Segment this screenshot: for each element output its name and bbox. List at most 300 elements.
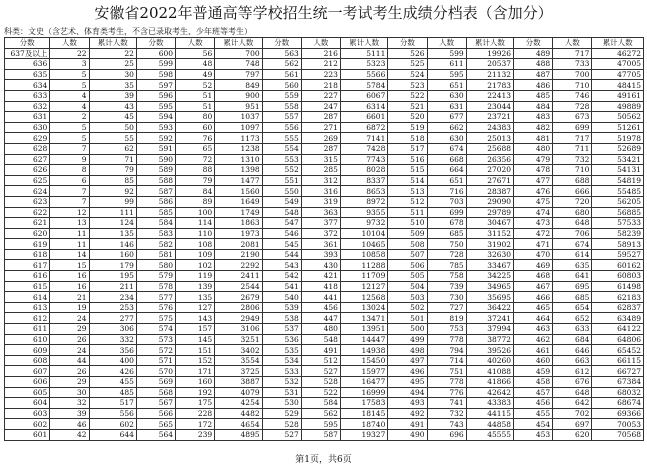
table-cell: 68032	[592, 387, 644, 398]
table-cell: 421	[301, 271, 340, 282]
table-cell: 481	[514, 133, 553, 144]
table-cell: 3554	[215, 355, 262, 366]
table-cell: 603	[5, 408, 50, 419]
table-cell: 29	[50, 377, 89, 388]
table-cell: 223	[301, 69, 340, 80]
table-cell: 1749	[215, 207, 262, 218]
table-cell: 626	[5, 165, 50, 176]
table-row	[5, 408, 644, 419]
table-cell: 8653	[340, 186, 387, 197]
table-cell: 595	[136, 101, 175, 112]
table-cell: 10858	[340, 249, 387, 260]
table-cell: 728	[427, 249, 466, 260]
table-cell: 625	[5, 175, 50, 186]
table-cell: 600	[136, 48, 175, 59]
table-cell: 462	[514, 334, 553, 345]
table-cell: 515	[388, 165, 427, 176]
table-cell: 535	[262, 345, 301, 356]
table-cell: 9	[50, 154, 89, 165]
table-cell: 577	[136, 292, 175, 303]
table-cell: 13024	[340, 302, 387, 313]
table-row	[5, 429, 644, 440]
table-cell: 212	[301, 59, 340, 70]
table-cell: 124	[89, 218, 136, 229]
table-cell: 21	[50, 292, 89, 303]
table-cell: 70053	[592, 419, 644, 430]
table-cell: 227	[301, 90, 340, 101]
table-cell: 541	[262, 281, 301, 292]
table-cell: 85	[89, 175, 136, 186]
page-footer: 第1页，共6页	[295, 455, 352, 465]
table-cell: 465	[514, 302, 553, 313]
table-cell: 654	[553, 302, 592, 313]
table-cell: 5784	[340, 80, 387, 91]
table-cell: 629	[5, 133, 50, 144]
table-cell: 512	[301, 355, 340, 366]
table-cell: 30	[89, 69, 136, 80]
table-cell: 7	[50, 143, 89, 154]
table-cell: 569	[136, 377, 175, 388]
table-cell: 732	[427, 408, 466, 419]
table-cell: 584	[301, 398, 340, 409]
table-cell: 400	[89, 355, 136, 366]
table-cell: 44115	[466, 408, 513, 419]
table-cell: 743	[427, 419, 466, 430]
table-cell: 561	[262, 69, 301, 80]
table-cell: 3887	[215, 377, 262, 388]
table-cell: 592	[136, 133, 175, 144]
table-cell: 145	[176, 334, 215, 345]
table-cell: 609	[5, 345, 50, 356]
table-cell: 372	[301, 228, 340, 239]
table-cell: 615	[5, 281, 50, 292]
table-cell: 51261	[592, 122, 644, 133]
table-cell: 633	[5, 90, 50, 101]
table-cell: 5	[50, 122, 89, 133]
table-row	[5, 186, 644, 197]
table-cell: 108	[176, 239, 215, 250]
table-cell: 59527	[592, 249, 644, 260]
table-cell: 15	[50, 260, 89, 271]
table-cell: 2081	[215, 239, 262, 250]
table-cell: 685	[427, 228, 466, 239]
table-cell: 143	[176, 313, 215, 324]
table-cell: 563	[262, 48, 301, 59]
table-row	[5, 175, 644, 186]
page-title: 安徽省2022年普通高等学校招生统一考试考生成绩分档表（含加分）	[94, 4, 553, 22]
table-cell: 66727	[592, 366, 644, 377]
table-cell: 49161	[592, 90, 644, 101]
table-cell: 528	[301, 377, 340, 388]
table-cell: 717	[553, 133, 592, 144]
table-cell: 589	[136, 165, 175, 176]
table-row	[5, 101, 644, 112]
table-cell: 30467	[466, 218, 513, 229]
table-cell: 15977	[340, 366, 387, 377]
table-cell: 152	[176, 355, 215, 366]
table-cell: 48	[176, 59, 215, 70]
table-row	[5, 48, 644, 59]
table-cell: 491	[301, 345, 340, 356]
table-cell: 7141	[340, 133, 387, 144]
table-cell: 748	[215, 59, 262, 70]
table-cell: 27671	[466, 175, 513, 186]
table-cell: 628	[5, 143, 50, 154]
table-cell: 8337	[340, 175, 387, 186]
table-cell: 479	[514, 154, 553, 165]
table-row	[5, 90, 644, 101]
table-row	[5, 218, 644, 229]
table-cell: 47705	[592, 69, 644, 80]
table-cell: 46	[50, 419, 89, 430]
table-cell: 951	[215, 101, 262, 112]
table-cell: 750	[427, 239, 466, 250]
table-cell: 552	[262, 165, 301, 176]
table-cell: 53421	[592, 154, 644, 165]
table-cell: 571	[136, 355, 175, 366]
table-row	[5, 228, 644, 239]
table-cell: 529	[262, 408, 301, 419]
table-cell: 22	[89, 48, 136, 59]
table-cell: 728	[553, 101, 592, 112]
table-cell: 483	[514, 112, 553, 123]
table-cell: 674	[427, 143, 466, 154]
table-cell: 70568	[592, 429, 644, 440]
table-cell: 44	[50, 355, 89, 366]
table-cell: 489	[514, 48, 553, 59]
table-cell: 532	[262, 377, 301, 388]
table-cell: 555	[262, 133, 301, 144]
table-cell: 551	[262, 175, 301, 186]
table-cell: 4254	[215, 398, 262, 409]
table-cell: 455	[89, 377, 136, 388]
table-cell: 588	[136, 175, 175, 186]
table-cell: 488	[514, 59, 553, 70]
table-cell: 556	[89, 408, 136, 419]
table-cell: 51978	[592, 133, 644, 144]
table-row	[5, 292, 644, 303]
table-cell: 84	[176, 186, 215, 197]
table-cell: 67384	[592, 377, 644, 388]
table-cell: 10465	[340, 239, 387, 250]
table-cell: 695	[553, 281, 592, 292]
table-row	[5, 302, 644, 313]
table-cell: 363	[301, 207, 340, 218]
table-cell: 608	[5, 355, 50, 366]
table-cell: 612	[5, 313, 50, 324]
table-cell: 34965	[466, 281, 513, 292]
table-cell: 495	[388, 377, 427, 388]
table-cell: 524	[388, 69, 427, 80]
table-cell: 2949	[215, 313, 262, 324]
table-cell: 114	[176, 218, 215, 229]
score-table	[4, 37, 644, 441]
table-cell: 14447	[340, 334, 387, 345]
table-row	[5, 398, 644, 409]
table-row	[5, 133, 644, 144]
table-cell: 699	[427, 207, 466, 218]
table-cell: 474	[514, 207, 553, 218]
table-cell: 316	[301, 186, 340, 197]
table-cell: 1037	[215, 112, 262, 123]
table-cell: 23044	[466, 101, 513, 112]
table-cell: 696	[427, 429, 466, 440]
table-cell: 504	[388, 281, 427, 292]
table-cell: 456	[301, 302, 340, 313]
table-cell: 537	[262, 324, 301, 335]
column-header: 累计人数	[466, 38, 513, 49]
table-cell: 785	[427, 260, 466, 271]
table-cell: 746	[553, 90, 592, 101]
table-cell: 470	[514, 249, 553, 260]
table-cell: 478	[514, 165, 553, 176]
table-cell: 2544	[215, 281, 262, 292]
table-cell: 26356	[466, 154, 513, 165]
table-cell: 319	[301, 196, 340, 207]
table-cell: 680	[553, 207, 592, 218]
column-header: 分数	[514, 38, 553, 49]
table-cell: 522	[388, 90, 427, 101]
table-row	[5, 69, 644, 80]
table-row	[5, 387, 644, 398]
table-cell: 487	[514, 69, 553, 80]
table-cell: 1973	[215, 228, 262, 239]
table-cell: 517	[388, 143, 427, 154]
table-cell: 473	[514, 218, 553, 229]
table-cell: 160	[176, 377, 215, 388]
table-cell: 677	[427, 112, 466, 123]
table-cell: 673	[553, 112, 592, 123]
table-cell: 28387	[466, 186, 513, 197]
table-cell: 610	[5, 334, 50, 345]
table-cell: 467	[514, 281, 553, 292]
table-cell: 2292	[215, 260, 262, 271]
table-cell: 546	[262, 228, 301, 239]
table-cell: 685	[553, 292, 592, 303]
table-cell: 676	[553, 377, 592, 388]
table-row	[5, 165, 644, 176]
table-cell: 7743	[340, 154, 387, 165]
table-cell: 620	[553, 429, 592, 440]
table-cell: 447	[301, 313, 340, 324]
table-cell: 456	[514, 398, 553, 409]
table-cell: 651	[427, 175, 466, 186]
table-cell: 576	[136, 302, 175, 313]
table-cell: 8972	[340, 196, 387, 207]
table-cell: 485	[89, 387, 136, 398]
table-cell: 171	[176, 366, 215, 377]
table-cell: 486	[514, 80, 553, 91]
table-cell: 88	[176, 165, 215, 176]
column-header: 分数	[5, 38, 50, 49]
table-cell: 593	[136, 122, 175, 133]
table-cell: 520	[388, 112, 427, 123]
table-cell: 522	[301, 387, 340, 398]
table-cell: 16	[50, 271, 89, 282]
table-cell: 501	[388, 313, 427, 324]
table-cell: 538	[262, 313, 301, 324]
column-header: 分数	[388, 38, 427, 49]
table-cell: 64122	[592, 324, 644, 335]
table-cell: 76	[176, 133, 215, 144]
table-cell: 732	[553, 154, 592, 165]
table-cell: 39	[50, 408, 89, 419]
table-cell: 61498	[592, 281, 644, 292]
table-cell: 1310	[215, 154, 262, 165]
table-cell: 18145	[340, 408, 387, 419]
column-header: 累计人数	[592, 38, 644, 49]
table-cell: 17583	[340, 398, 387, 409]
table-cell: 135	[176, 292, 215, 303]
table-cell: 602	[89, 419, 136, 430]
table-cell: 717	[553, 48, 592, 59]
table-cell: 6314	[340, 101, 387, 112]
table-cell: 4	[50, 101, 89, 112]
table-cell: 44858	[466, 419, 513, 430]
table-cell: 565	[136, 419, 175, 430]
table-cell: 623	[5, 196, 50, 207]
table-row	[5, 260, 644, 271]
table-cell: 508	[388, 239, 427, 250]
table-row	[5, 355, 644, 366]
column-header: 分数	[136, 38, 175, 49]
table-cell: 614	[553, 249, 592, 260]
table-cell: 617	[5, 260, 50, 271]
table-cell: 52	[176, 80, 215, 91]
table-cell: 455	[514, 408, 553, 419]
table-cell: 457	[514, 387, 553, 398]
table-cell: 464	[514, 313, 553, 324]
table-cell: 651	[427, 80, 466, 91]
table-cell: 521	[388, 101, 427, 112]
table-cell: 635	[5, 69, 50, 80]
table-cell: 31152	[466, 228, 513, 239]
table-cell: 631	[5, 112, 50, 123]
table-cell: 287	[301, 143, 340, 154]
table-cell: 6601	[340, 112, 387, 123]
table-cell: 494	[388, 387, 427, 398]
table-cell: 2679	[215, 292, 262, 303]
table-cell: 24	[50, 345, 89, 356]
table-cell: 630	[427, 90, 466, 101]
table-cell: 644	[89, 429, 136, 440]
table-cell: 29	[50, 324, 89, 335]
table-cell: 119	[176, 271, 215, 282]
table-cell: 160	[89, 249, 136, 260]
table-cell: 599	[427, 48, 466, 59]
table-row	[5, 239, 644, 250]
table-cell: 587	[301, 429, 340, 440]
table-cell: 716	[427, 186, 466, 197]
column-header: 分数	[262, 38, 301, 49]
table-cell: 616	[5, 271, 50, 282]
table-cell: 631	[427, 101, 466, 112]
table-cell: 558	[262, 101, 301, 112]
table-cell: 287	[301, 112, 340, 123]
table-row	[5, 377, 644, 388]
table-cell: 27020	[466, 165, 513, 176]
table-row	[5, 207, 644, 218]
table-cell: 500	[388, 324, 427, 335]
table-cell: 62183	[592, 292, 644, 303]
table-cell: 700	[215, 48, 262, 59]
table-cell: 506	[388, 260, 427, 271]
table-cell: 557	[262, 112, 301, 123]
table-cell: 819	[427, 313, 466, 324]
table-cell: 4	[50, 90, 89, 101]
table-cell: 49889	[592, 101, 644, 112]
column-header: 人数	[553, 38, 592, 49]
table-cell: 562	[301, 408, 340, 419]
table-cell: 706	[553, 228, 592, 239]
column-header: 累计人数	[215, 38, 262, 49]
table-cell: 58913	[592, 239, 644, 250]
table-cell: 678	[427, 218, 466, 229]
table-row	[5, 334, 644, 345]
table-cell: 711	[553, 143, 592, 154]
table-cell: 393	[301, 249, 340, 260]
table-cell: 55	[89, 133, 136, 144]
table-cell: 216	[301, 48, 340, 59]
table-cell: 562	[262, 59, 301, 70]
table-cell: 36422	[466, 302, 513, 313]
table-cell: 586	[136, 196, 175, 207]
table-cell: 332	[89, 334, 136, 345]
table-cell: 22413	[466, 90, 513, 101]
table-cell: 509	[388, 228, 427, 239]
table-cell: 35695	[466, 292, 513, 303]
table-cell: 192	[176, 387, 215, 398]
table-cell: 550	[262, 186, 301, 197]
table-cell: 1398	[215, 165, 262, 176]
table-cell: 11709	[340, 271, 387, 282]
table-cell: 526	[388, 48, 427, 59]
table-cell: 62837	[592, 302, 644, 313]
table-row	[5, 366, 644, 377]
table-cell: 587	[136, 186, 175, 197]
table-row	[5, 154, 644, 165]
table-cell: 4079	[215, 387, 262, 398]
table-cell: 497	[388, 355, 427, 366]
table-cell: 595	[427, 69, 466, 80]
table-row	[5, 324, 644, 335]
table-cell: 458	[514, 377, 553, 388]
table-cell: 618	[5, 249, 50, 260]
table-cell: 684	[553, 334, 592, 345]
table-cell: 315	[301, 154, 340, 165]
table-cell: 739	[427, 281, 466, 292]
table-cell: 536	[262, 334, 301, 345]
table-cell: 11288	[340, 260, 387, 271]
table-cell: 641	[553, 271, 592, 282]
table-cell: 62	[89, 143, 136, 154]
table-cell: 1173	[215, 133, 262, 144]
table-cell: 23721	[466, 112, 513, 123]
table-cell: 2411	[215, 271, 262, 282]
table-cell: 312	[301, 175, 340, 186]
table-cell: 900	[215, 90, 262, 101]
table-cell: 710	[553, 165, 592, 176]
table-cell: 37241	[466, 313, 513, 324]
table-cell: 601	[5, 429, 50, 440]
table-cell: 3725	[215, 366, 262, 377]
table-cell: 175	[176, 398, 215, 409]
table-cell: 710	[553, 80, 592, 91]
table-cell: 4654	[215, 419, 262, 430]
table-cell: 234	[89, 292, 136, 303]
table-cell: 135	[89, 228, 136, 239]
table-cell: 620	[5, 228, 50, 239]
